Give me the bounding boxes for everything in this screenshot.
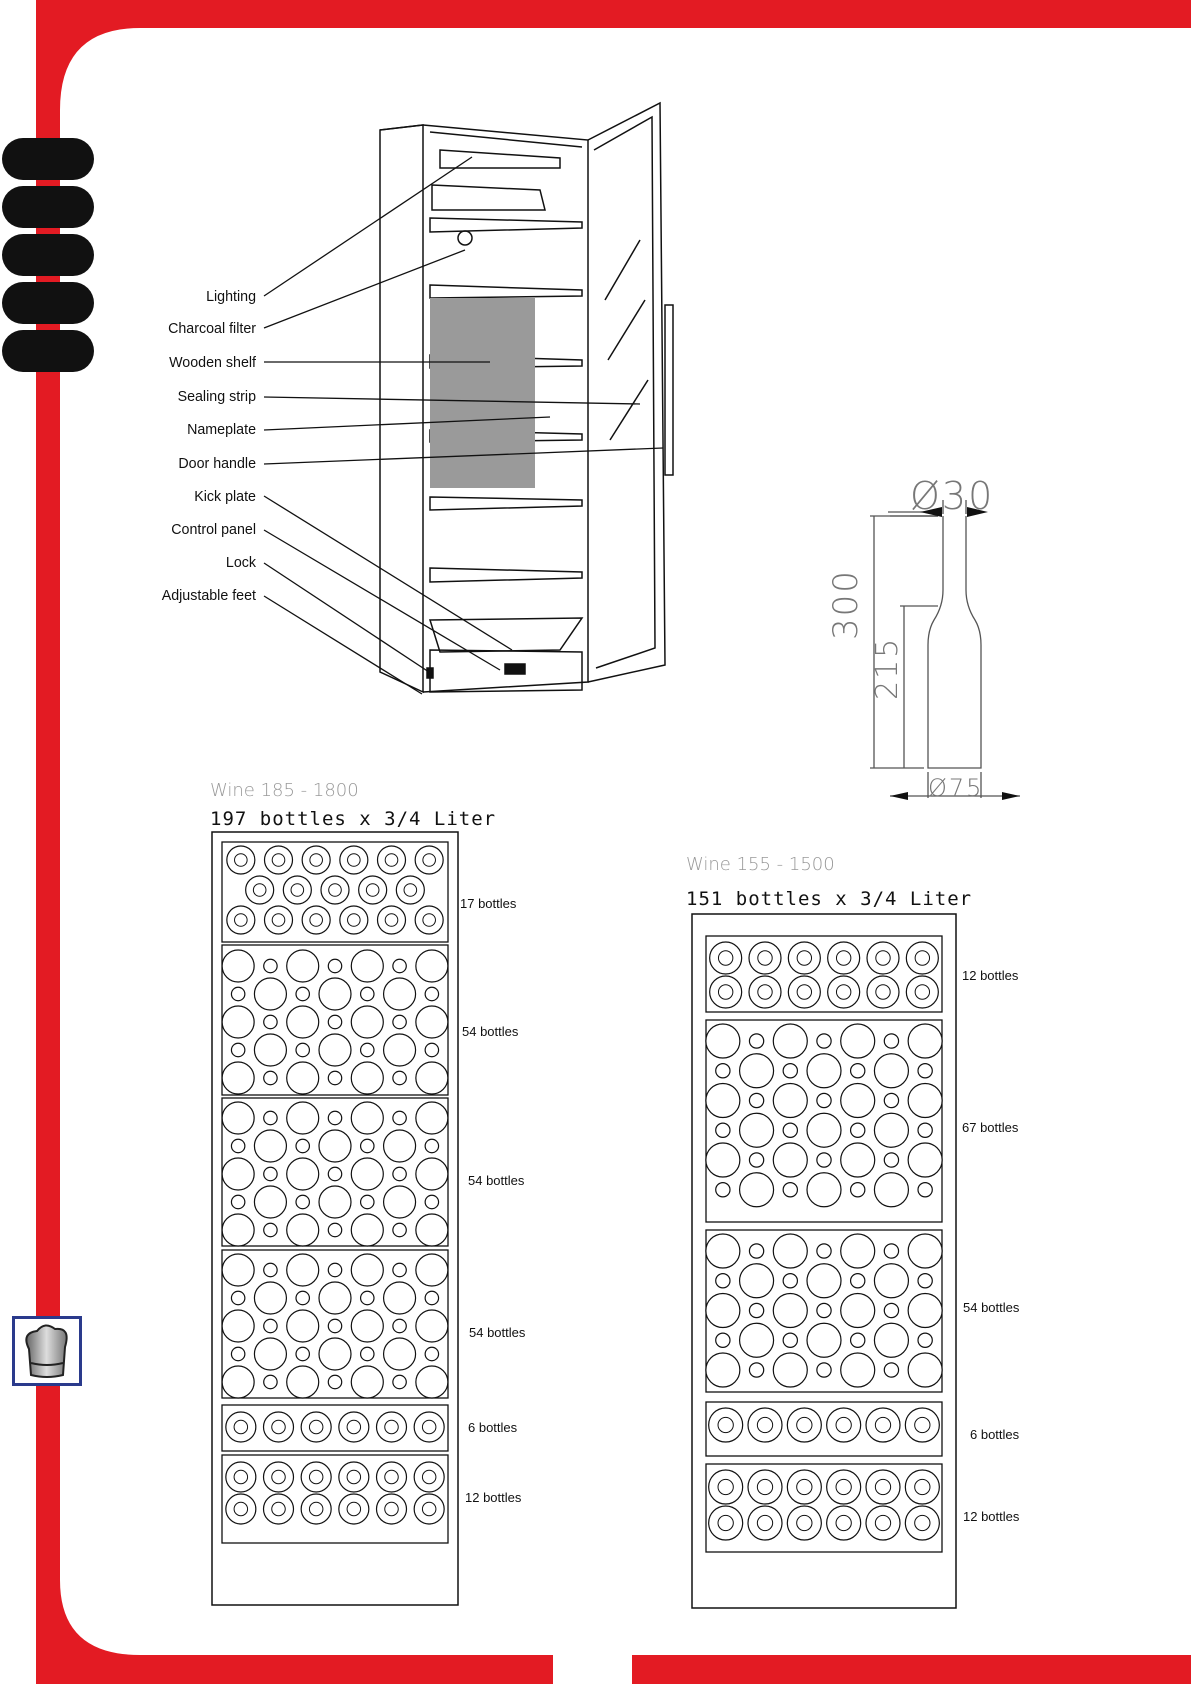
- bottle-end: [384, 1186, 416, 1218]
- bottle-end: [287, 1062, 319, 1094]
- bottle-end: [254, 1338, 286, 1370]
- bottle-end: [359, 876, 387, 904]
- bottle-end: [884, 1034, 898, 1048]
- bottle-end: [425, 1043, 438, 1056]
- bottle-end: [264, 1167, 277, 1180]
- bottle-end: [287, 1214, 319, 1246]
- bottle-end: [227, 846, 255, 874]
- bottle-end: [867, 976, 899, 1008]
- bottle-end: [710, 942, 742, 974]
- bottle-end: [709, 1470, 743, 1504]
- bottle-end: [264, 1111, 277, 1124]
- bottle-end: [361, 1347, 374, 1360]
- bottle-end: [351, 950, 383, 982]
- bottle-end: [908, 1024, 942, 1058]
- bottle-end: [749, 976, 781, 1008]
- bottle-end: [716, 1123, 730, 1137]
- bottle-end: [740, 1173, 774, 1207]
- label-kick-plate: Kick plate: [194, 488, 256, 505]
- label-nameplate: Nameplate: [187, 421, 256, 438]
- bottle-end: [749, 1034, 763, 1048]
- bottle-end: [827, 1408, 861, 1442]
- dim-bottom-diameter: Ø75: [928, 774, 984, 802]
- bottle-end: [416, 1102, 448, 1134]
- bottle-end: [296, 1195, 309, 1208]
- label-control-panel: Control panel: [171, 521, 256, 538]
- bottle-end: [788, 976, 820, 1008]
- bottle-end: [817, 1363, 831, 1377]
- bottle-end: [378, 906, 406, 934]
- bottle-end: [328, 1263, 341, 1276]
- bottle-end: [351, 1102, 383, 1134]
- bottle-end: [918, 1274, 932, 1288]
- bottle-end: [709, 1408, 743, 1442]
- bottle-end: [287, 1310, 319, 1342]
- bottle-end: [787, 1470, 821, 1504]
- bottle-end: [884, 1244, 898, 1258]
- bottle-end: [264, 1223, 277, 1236]
- model-b-section-label: 54 bottles: [963, 1300, 1020, 1315]
- model-a-section-label: 17 bottles: [460, 896, 517, 911]
- bottle-end: [351, 1310, 383, 1342]
- bottle-end: [340, 906, 368, 934]
- bottle-end: [748, 1470, 782, 1504]
- bottle-end: [874, 1113, 908, 1147]
- bottle-end: [378, 846, 406, 874]
- bottle-end: [361, 1139, 374, 1152]
- bottle-end: [231, 1347, 244, 1360]
- bottle-end: [415, 906, 443, 934]
- bottle-end: [393, 1263, 406, 1276]
- bottle-end: [361, 1291, 374, 1304]
- bottle-end: [425, 1347, 438, 1360]
- model-b-name: Wine 155 - 1500: [686, 854, 835, 875]
- bottle-end: [788, 942, 820, 974]
- bottle-end: [425, 1291, 438, 1304]
- bottle-end: [339, 1412, 369, 1442]
- bottle-end: [749, 942, 781, 974]
- bottle-end: [841, 1234, 875, 1268]
- label-charcoal-filter: Charcoal filter: [168, 320, 256, 337]
- bottle-end: [328, 1223, 341, 1236]
- bottle-end: [226, 1494, 256, 1524]
- bottle-end: [384, 978, 416, 1010]
- bottle-end: [227, 906, 255, 934]
- bottle-end: [416, 950, 448, 982]
- label-adjustable-feet: Adjustable feet: [161, 587, 256, 604]
- bottle-end: [866, 1408, 900, 1442]
- bottle-end: [287, 1366, 319, 1398]
- bottle-end: [393, 1319, 406, 1332]
- bottle-end: [827, 1506, 861, 1540]
- bottle-end: [908, 1234, 942, 1268]
- bottle-end: [425, 1139, 438, 1152]
- model-a-layout: [210, 830, 460, 1610]
- bottle-end: [384, 1282, 416, 1314]
- model-b-layout: [690, 912, 960, 1612]
- bottle-end: [807, 1323, 841, 1357]
- bottle-end: [328, 1319, 341, 1332]
- bottle-end: [328, 1071, 341, 1084]
- bottle-end: [396, 876, 424, 904]
- label-lighting: Lighting: [206, 288, 256, 305]
- model-b-capacity: 151 bottles x 3/4 Liter: [686, 888, 973, 910]
- bottle-end: [414, 1412, 444, 1442]
- bottle-end: [321, 876, 349, 904]
- bottle-end: [296, 1139, 309, 1152]
- bottle-end: [264, 959, 277, 972]
- bottle-end: [807, 1173, 841, 1207]
- bottle-end: [415, 846, 443, 874]
- model-b-section-label: 12 bottles: [963, 1509, 1020, 1524]
- bottle-end: [339, 1462, 369, 1492]
- label-sealing-strip: Sealing strip: [177, 388, 256, 405]
- bottle-end: [264, 1494, 294, 1524]
- bottle-end: [749, 1153, 763, 1167]
- model-b-section-label: 6 bottles: [970, 1427, 1020, 1442]
- bottle-end: [283, 876, 311, 904]
- bottle-end: [749, 1363, 763, 1377]
- bottle-end: [351, 1366, 383, 1398]
- bottle-end: [287, 1254, 319, 1286]
- bottle-end: [264, 1412, 294, 1442]
- bottle-end: [710, 976, 742, 1008]
- dim-top-diameter: Ø30: [910, 474, 995, 518]
- bottle-end: [749, 1093, 763, 1107]
- bottle-end: [787, 1408, 821, 1442]
- bottle-end: [328, 1375, 341, 1388]
- bottle-end: [908, 1143, 942, 1177]
- bottle-end: [874, 1264, 908, 1298]
- bottle-end: [319, 1034, 351, 1066]
- bottle-end: [416, 1254, 448, 1286]
- bottle-end: [416, 1006, 448, 1038]
- bottle-end: [706, 1353, 740, 1387]
- bottle-end: [393, 1111, 406, 1124]
- bottle-end: [231, 1139, 244, 1152]
- bottle-end: [351, 1254, 383, 1286]
- model-a-section-label: 6 bottles: [468, 1420, 518, 1435]
- bottle-end: [222, 1310, 254, 1342]
- bottle-end: [841, 1084, 875, 1118]
- bottle-end: [328, 959, 341, 972]
- bottle-end: [783, 1064, 797, 1078]
- model-b-section-label: 67 bottles: [962, 1120, 1019, 1135]
- bottle-end: [384, 1130, 416, 1162]
- bottle-end: [773, 1024, 807, 1058]
- bottle-end: [884, 1303, 898, 1317]
- bottle-end: [828, 976, 860, 1008]
- bottle-end: [851, 1064, 865, 1078]
- bottle-end: [222, 1214, 254, 1246]
- bottle-end: [301, 1462, 331, 1492]
- bottle-end: [867, 942, 899, 974]
- bottle-end: [716, 1333, 730, 1347]
- bottle-end: [908, 1084, 942, 1118]
- bottle-end: [817, 1303, 831, 1317]
- bottle-end: [905, 1470, 939, 1504]
- bottle-end: [264, 1263, 277, 1276]
- bottle-end: [319, 978, 351, 1010]
- bottle-end: [393, 959, 406, 972]
- bottle-end: [706, 1234, 740, 1268]
- bottle-end: [817, 1244, 831, 1258]
- bottle-end: [851, 1123, 865, 1137]
- bottle-end: [716, 1274, 730, 1288]
- bottle-end: [716, 1064, 730, 1078]
- bottle-end: [393, 1167, 406, 1180]
- bottle-end: [905, 1408, 939, 1442]
- bottle-end: [706, 1143, 740, 1177]
- bottle-end: [807, 1264, 841, 1298]
- model-a-section-label: 12 bottles: [465, 1490, 522, 1505]
- bottle-end: [709, 1506, 743, 1540]
- model-a-name: Wine 185 - 1800: [210, 780, 359, 801]
- bottle-end: [807, 1054, 841, 1088]
- bottle-end: [773, 1143, 807, 1177]
- bottle-end: [706, 1084, 740, 1118]
- bottle-end: [393, 1015, 406, 1028]
- bottle-end: [302, 906, 330, 934]
- bottle-end: [918, 1123, 932, 1137]
- bottle-end: [222, 1158, 254, 1190]
- bottle-end: [414, 1462, 444, 1492]
- bottle-end: [231, 1043, 244, 1056]
- bottle-end: [231, 987, 244, 1000]
- bottle-end: [265, 906, 293, 934]
- bottle-end: [222, 1254, 254, 1286]
- bottle-end: [264, 1319, 277, 1332]
- bottle-end: [222, 1006, 254, 1038]
- bottle-end: [231, 1195, 244, 1208]
- label-door-handle: Door handle: [178, 455, 256, 472]
- bottle-end: [783, 1274, 797, 1288]
- rack-shelf: [222, 1455, 448, 1543]
- bottle-end: [828, 942, 860, 974]
- bottle-end: [377, 1412, 407, 1442]
- bottle-end: [319, 1186, 351, 1218]
- model-a-section-label: 54 bottles: [468, 1173, 525, 1188]
- bottle-end: [841, 1143, 875, 1177]
- model-b-section-label: 12 bottles: [962, 968, 1019, 983]
- bottle-end: [254, 1186, 286, 1218]
- bottle-end: [817, 1093, 831, 1107]
- bottle-end: [841, 1024, 875, 1058]
- bottle-end: [425, 987, 438, 1000]
- bottle-end: [866, 1506, 900, 1540]
- bottle-end: [414, 1494, 444, 1524]
- bottle-end: [264, 1375, 277, 1388]
- bottle-end: [254, 1282, 286, 1314]
- bottle-end: [296, 1291, 309, 1304]
- bottle-end: [226, 1412, 256, 1442]
- bottle-end: [301, 1412, 331, 1442]
- bottle-end: [287, 1006, 319, 1038]
- bottle-end: [906, 976, 938, 1008]
- bottle-end: [302, 846, 330, 874]
- bottle-end: [416, 1158, 448, 1190]
- bottle-end: [287, 1102, 319, 1134]
- bottle-end: [874, 1173, 908, 1207]
- bottle-end: [851, 1183, 865, 1197]
- bottle-end: [773, 1294, 807, 1328]
- bottle-end: [393, 1375, 406, 1388]
- dim-body-height: 215: [870, 636, 905, 700]
- bottle-end: [377, 1462, 407, 1492]
- bottle-end: [817, 1153, 831, 1167]
- bottle-end: [851, 1274, 865, 1288]
- bottle-end: [906, 942, 938, 974]
- bottle-end: [226, 1462, 256, 1492]
- bottle-end: [222, 1366, 254, 1398]
- bottle-end: [287, 1158, 319, 1190]
- bottle-end: [222, 1102, 254, 1134]
- bottle-end: [783, 1183, 797, 1197]
- rack-shelf: [706, 1464, 942, 1552]
- bottle-end: [773, 1084, 807, 1118]
- bottle-end: [874, 1323, 908, 1357]
- bottle-end: [827, 1470, 861, 1504]
- bottle-end: [361, 987, 374, 1000]
- bottle-end: [319, 1282, 351, 1314]
- bottle-end: [384, 1338, 416, 1370]
- bottle-end: [866, 1470, 900, 1504]
- rack-shelf: [706, 936, 942, 1012]
- model-a-section-label: 54 bottles: [462, 1024, 519, 1039]
- bottle-end: [748, 1506, 782, 1540]
- bottle-end: [740, 1113, 774, 1147]
- bottle-end: [351, 1158, 383, 1190]
- bottle-end: [287, 950, 319, 982]
- bottle-end: [319, 1130, 351, 1162]
- bottle-end: [264, 1462, 294, 1492]
- bottle-end: [340, 846, 368, 874]
- bottle-end: [773, 1353, 807, 1387]
- bottle-end: [706, 1294, 740, 1328]
- bottle-end: [874, 1054, 908, 1088]
- bottle-end: [807, 1113, 841, 1147]
- bottle-end: [749, 1303, 763, 1317]
- bottle-end: [384, 1034, 416, 1066]
- bottle-end: [884, 1153, 898, 1167]
- label-wooden-shelf: Wooden shelf: [169, 354, 256, 371]
- bottle-end: [918, 1183, 932, 1197]
- bottle-end: [706, 1024, 740, 1058]
- bottle-end: [884, 1093, 898, 1107]
- bottle-end: [393, 1223, 406, 1236]
- bottle-end: [416, 1214, 448, 1246]
- bottle-end: [425, 1195, 438, 1208]
- bottle-end: [319, 1338, 351, 1370]
- model-a-capacity: 197 bottles x 3/4 Liter: [210, 808, 497, 830]
- bottle-end: [296, 1043, 309, 1056]
- bottle-end: [918, 1064, 932, 1078]
- bottle-end: [351, 1062, 383, 1094]
- bottle-end: [328, 1167, 341, 1180]
- bottle-end: [296, 1347, 309, 1360]
- dim-total-height: 300: [826, 569, 866, 640]
- bottle-end: [740, 1054, 774, 1088]
- bottle-end: [393, 1071, 406, 1084]
- model-a-section-label: 54 bottles: [469, 1325, 526, 1340]
- bottle-end: [328, 1015, 341, 1028]
- bottle-end: [377, 1494, 407, 1524]
- bottle-end: [908, 1353, 942, 1387]
- bottle-end: [749, 1244, 763, 1258]
- bottle-end: [740, 1323, 774, 1357]
- bottle-end: [884, 1363, 898, 1377]
- bottle-end: [328, 1111, 341, 1124]
- chef-icon: [12, 1316, 82, 1386]
- bottle-end: [339, 1494, 369, 1524]
- bottle-end: [246, 876, 274, 904]
- bottle-end: [416, 1310, 448, 1342]
- bottle-end: [787, 1506, 821, 1540]
- bottle-end: [416, 1062, 448, 1094]
- bottle-end: [265, 846, 293, 874]
- label-lock: Lock: [225, 554, 256, 571]
- bottle-end: [918, 1333, 932, 1347]
- bottle-end: [231, 1291, 244, 1304]
- bottle-end: [351, 1214, 383, 1246]
- bottle-end: [783, 1333, 797, 1347]
- bottle-end: [222, 950, 254, 982]
- bottle-end: [351, 1006, 383, 1038]
- bottle-end: [361, 1043, 374, 1056]
- bottle-end: [817, 1034, 831, 1048]
- bottle-end: [841, 1294, 875, 1328]
- bottle-end: [908, 1294, 942, 1328]
- bottle-end: [783, 1123, 797, 1137]
- bottle-end: [264, 1015, 277, 1028]
- bottle-end: [740, 1264, 774, 1298]
- bottle-end: [851, 1333, 865, 1347]
- bottle-end: [773, 1234, 807, 1268]
- bottle-end: [416, 1366, 448, 1398]
- bottle-end: [254, 1130, 286, 1162]
- bottle-end: [222, 1062, 254, 1094]
- bottle-end: [254, 978, 286, 1010]
- bottle-end: [841, 1353, 875, 1387]
- bottle-end: [296, 987, 309, 1000]
- bottle-end: [716, 1183, 730, 1197]
- bottle-end: [301, 1494, 331, 1524]
- bottle-end: [748, 1408, 782, 1442]
- bottle-end: [361, 1195, 374, 1208]
- bottle-end: [254, 1034, 286, 1066]
- bottle-end: [905, 1506, 939, 1540]
- bottle-end: [264, 1071, 277, 1084]
